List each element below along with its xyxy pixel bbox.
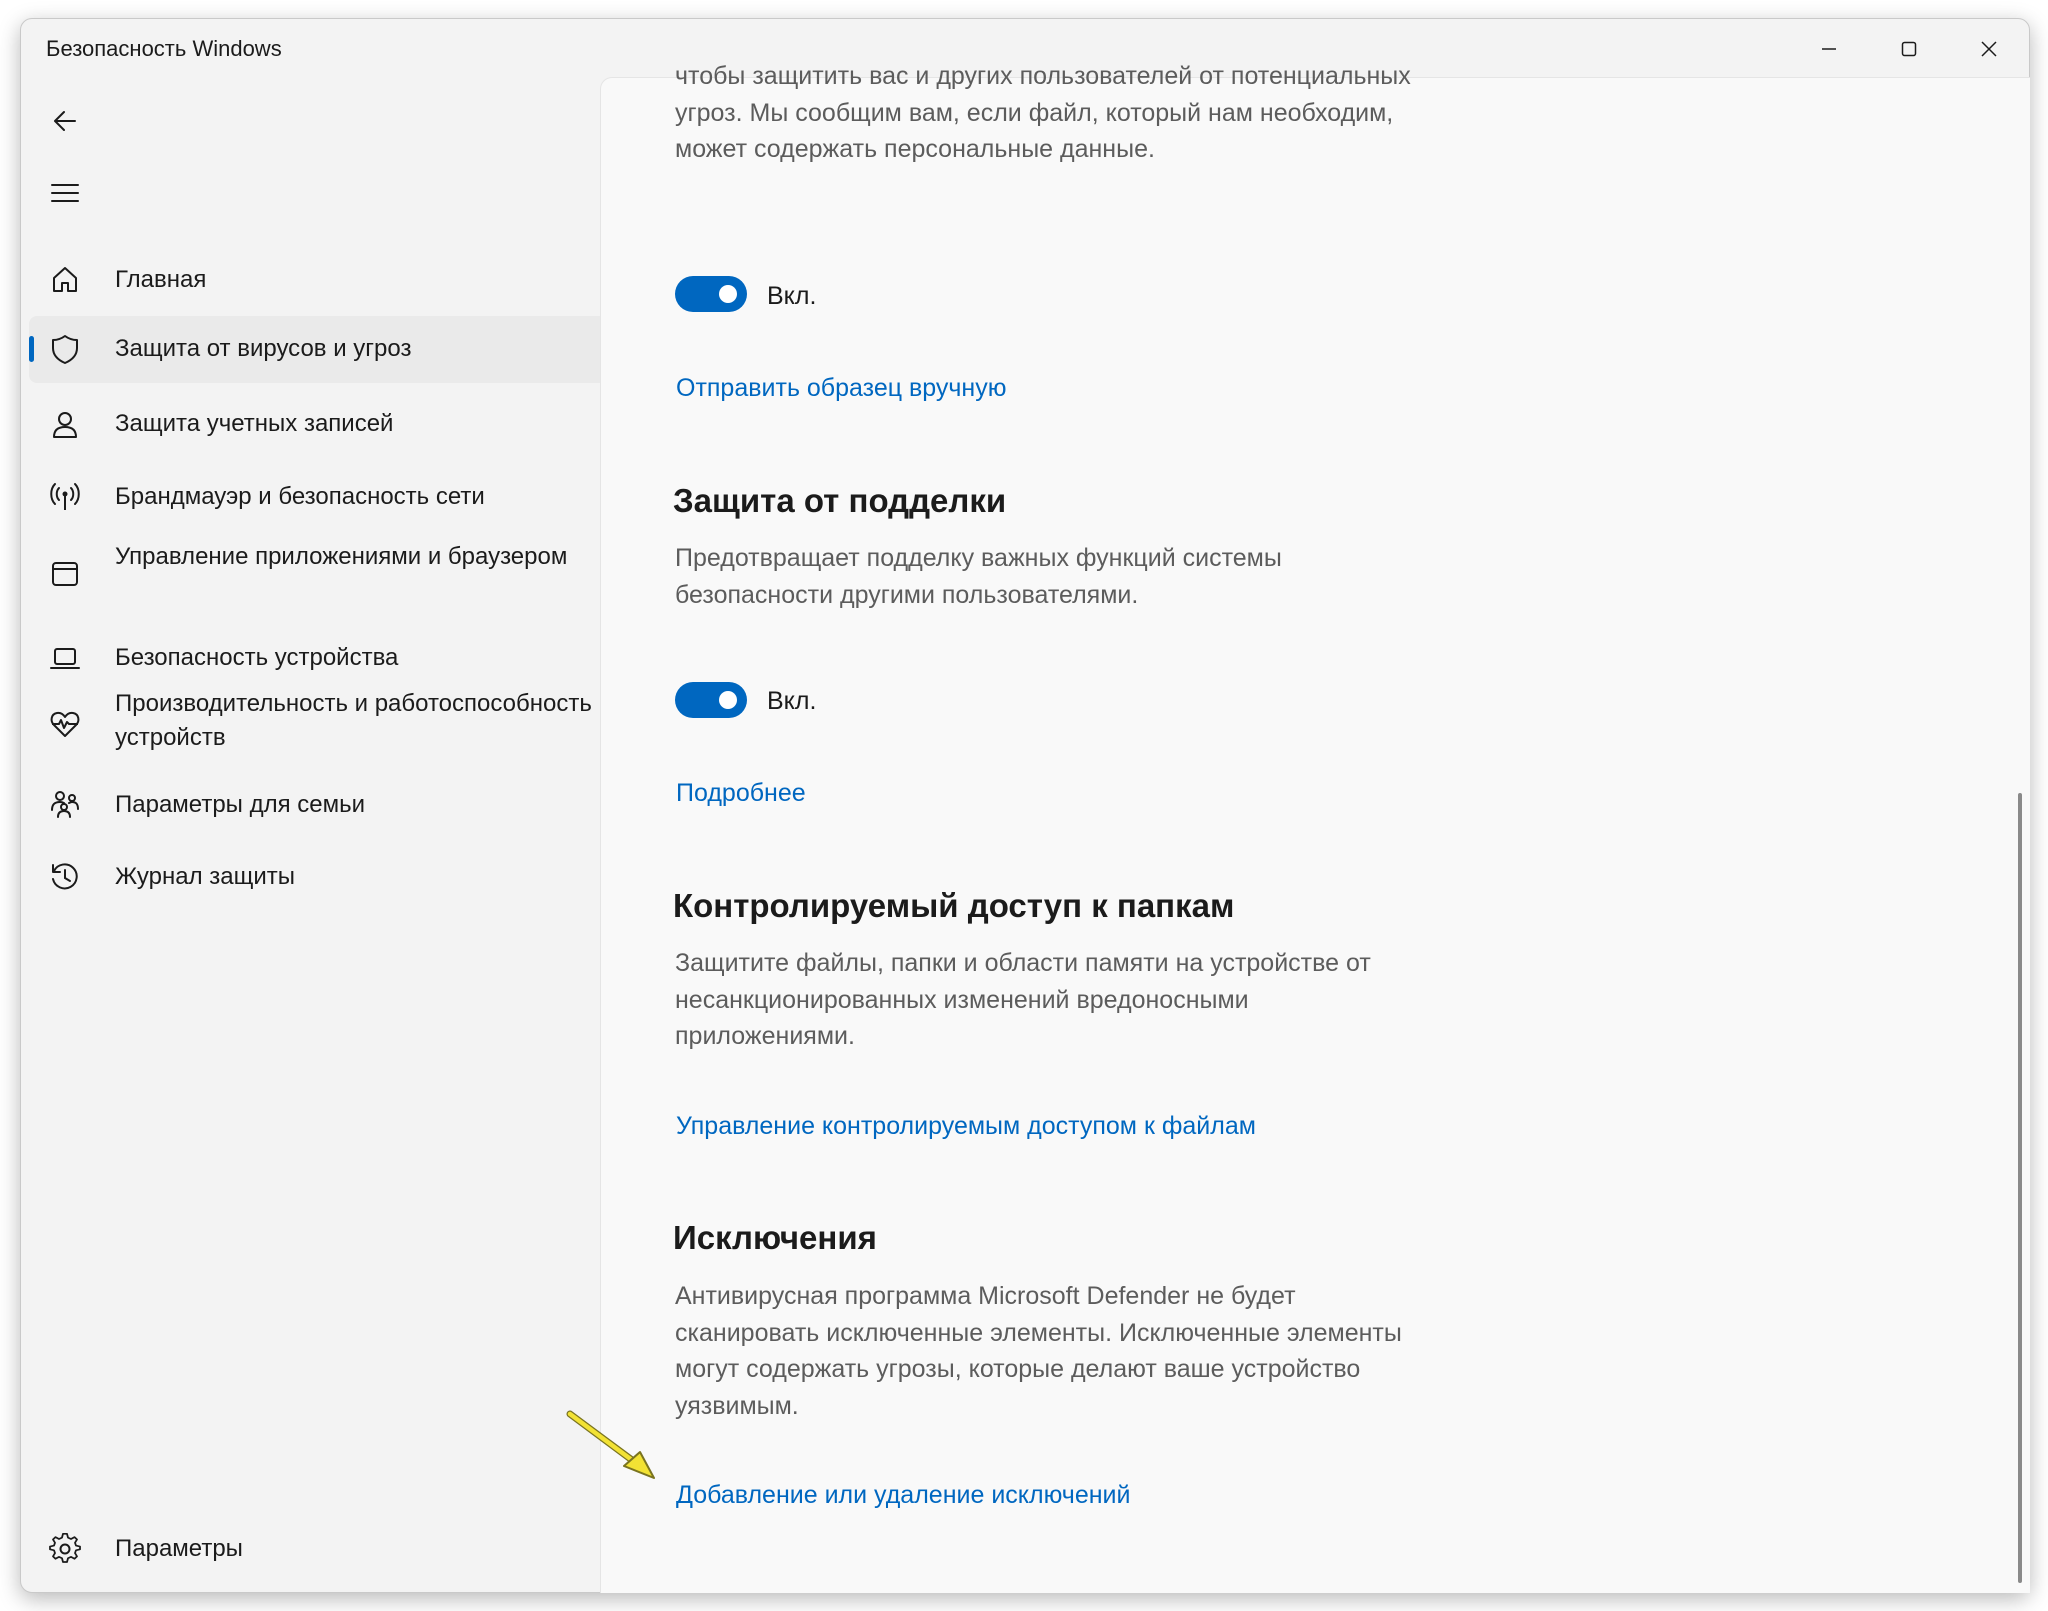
- minimize-button[interactable]: [1789, 19, 1869, 79]
- nav-item-account-protection[interactable]: [29, 389, 613, 459]
- vertical-scrollbar[interactable]: [2018, 793, 2022, 1583]
- nav-item-label: Безопасность устройства: [115, 644, 399, 671]
- toggle-knob: [719, 691, 737, 709]
- minimize-icon: [1820, 40, 1838, 58]
- add-remove-exclusions-link[interactable]: Добавление или удаление исключений: [676, 1481, 1131, 1509]
- app-window-icon: [49, 558, 81, 590]
- tamper-protection-toggle-label: Вкл.: [767, 687, 817, 715]
- maximize-button[interactable]: [1869, 19, 1949, 79]
- nav-item-family-options[interactable]: [29, 769, 613, 839]
- back-arrow-icon: [52, 108, 78, 134]
- nav-item-protection-history[interactable]: [29, 841, 613, 911]
- folder-access-heading: Контролируемый доступ к папкам: [673, 887, 1235, 924]
- nav-item-settings[interactable]: [29, 1513, 613, 1583]
- back-button[interactable]: [41, 97, 89, 145]
- tamper-protection-description: Предотвращает подделку важных функций системы безопасности другими пользователями.: [675, 544, 1282, 609]
- nav-item-firewall[interactable]: [29, 461, 613, 531]
- hamburger-icon: [51, 181, 79, 205]
- nav-item-app-browser-control[interactable]: [29, 534, 613, 614]
- nav-item-home[interactable]: [29, 244, 613, 316]
- toggle-knob: [719, 285, 737, 303]
- tamper-protection-heading: Защита от подделки: [673, 482, 1007, 519]
- app-window: [20, 18, 2030, 1593]
- hamburger-menu-button[interactable]: [41, 169, 89, 217]
- exclusions-description: Антивирусная программа Microsoft Defender не будет сканировать исключенные элементы. Исключенные элементы могут содержать угрозы, которые делают ваше устройство уязвимым.: [675, 1282, 1402, 1420]
- selection-indicator: [29, 336, 34, 362]
- exclusions-heading: Исключения: [673, 1219, 877, 1256]
- nav-item-label: Главная: [115, 266, 207, 293]
- annotation-arrow-icon: [566, 1408, 666, 1488]
- maximize-icon: [1900, 40, 1918, 58]
- antenna-icon: [49, 481, 81, 513]
- nav-item-label: Параметры для семьи: [115, 791, 366, 818]
- nav-item-label: Производительность и работоспособность устройств: [115, 690, 592, 751]
- nav-item-device-performance[interactable]: [29, 679, 613, 763]
- learn-more-link[interactable]: Подробнее: [676, 779, 806, 807]
- cloud-sample-description: чтобы защитить вас и других пользователей от потенциальных угроз. Мы сообщим вам, если файл, который нам необходим, может содержать персональные данные.: [675, 62, 1411, 163]
- tamper-protection-toggle[interactable]: [675, 682, 747, 718]
- nav-item-label: Защита учетных записей: [115, 410, 394, 437]
- close-icon: [1980, 40, 1998, 58]
- family-icon: [49, 788, 81, 820]
- nav-item-label: Брандмауэр и безопасность сети: [115, 483, 485, 510]
- nav-item-label: Журнал защиты: [115, 863, 295, 890]
- submit-sample-link[interactable]: Отправить образец вручную: [676, 374, 1007, 402]
- sample-submission-toggle-label: Вкл.: [767, 282, 817, 310]
- person-icon: [49, 409, 81, 441]
- shield-icon: [49, 333, 81, 365]
- folder-access-description: Защитите файлы, папки и области памяти на устройстве от несанкционированных изменений вредоносными приложениями.: [675, 949, 1371, 1050]
- nav-item-label: Защита от вирусов и угроз: [115, 335, 412, 362]
- main-content: [600, 62, 2030, 1593]
- sample-submission-toggle[interactable]: [675, 276, 747, 312]
- window-title: Безопасность Windows: [46, 36, 282, 61]
- nav-item-label: Параметры: [115, 1535, 243, 1562]
- history-icon: [49, 861, 81, 893]
- heart-pulse-icon: [49, 708, 81, 740]
- nav-item-virus-protection[interactable]: [29, 316, 613, 383]
- gear-icon: [49, 1533, 81, 1565]
- manage-folder-access-link[interactable]: Управление контролируемым доступом к файлам: [676, 1112, 1256, 1140]
- close-button[interactable]: [1949, 19, 2029, 79]
- laptop-icon: [49, 642, 81, 674]
- nav-item-label: Управление приложениями и браузером: [115, 543, 568, 570]
- home-icon: [49, 264, 81, 296]
